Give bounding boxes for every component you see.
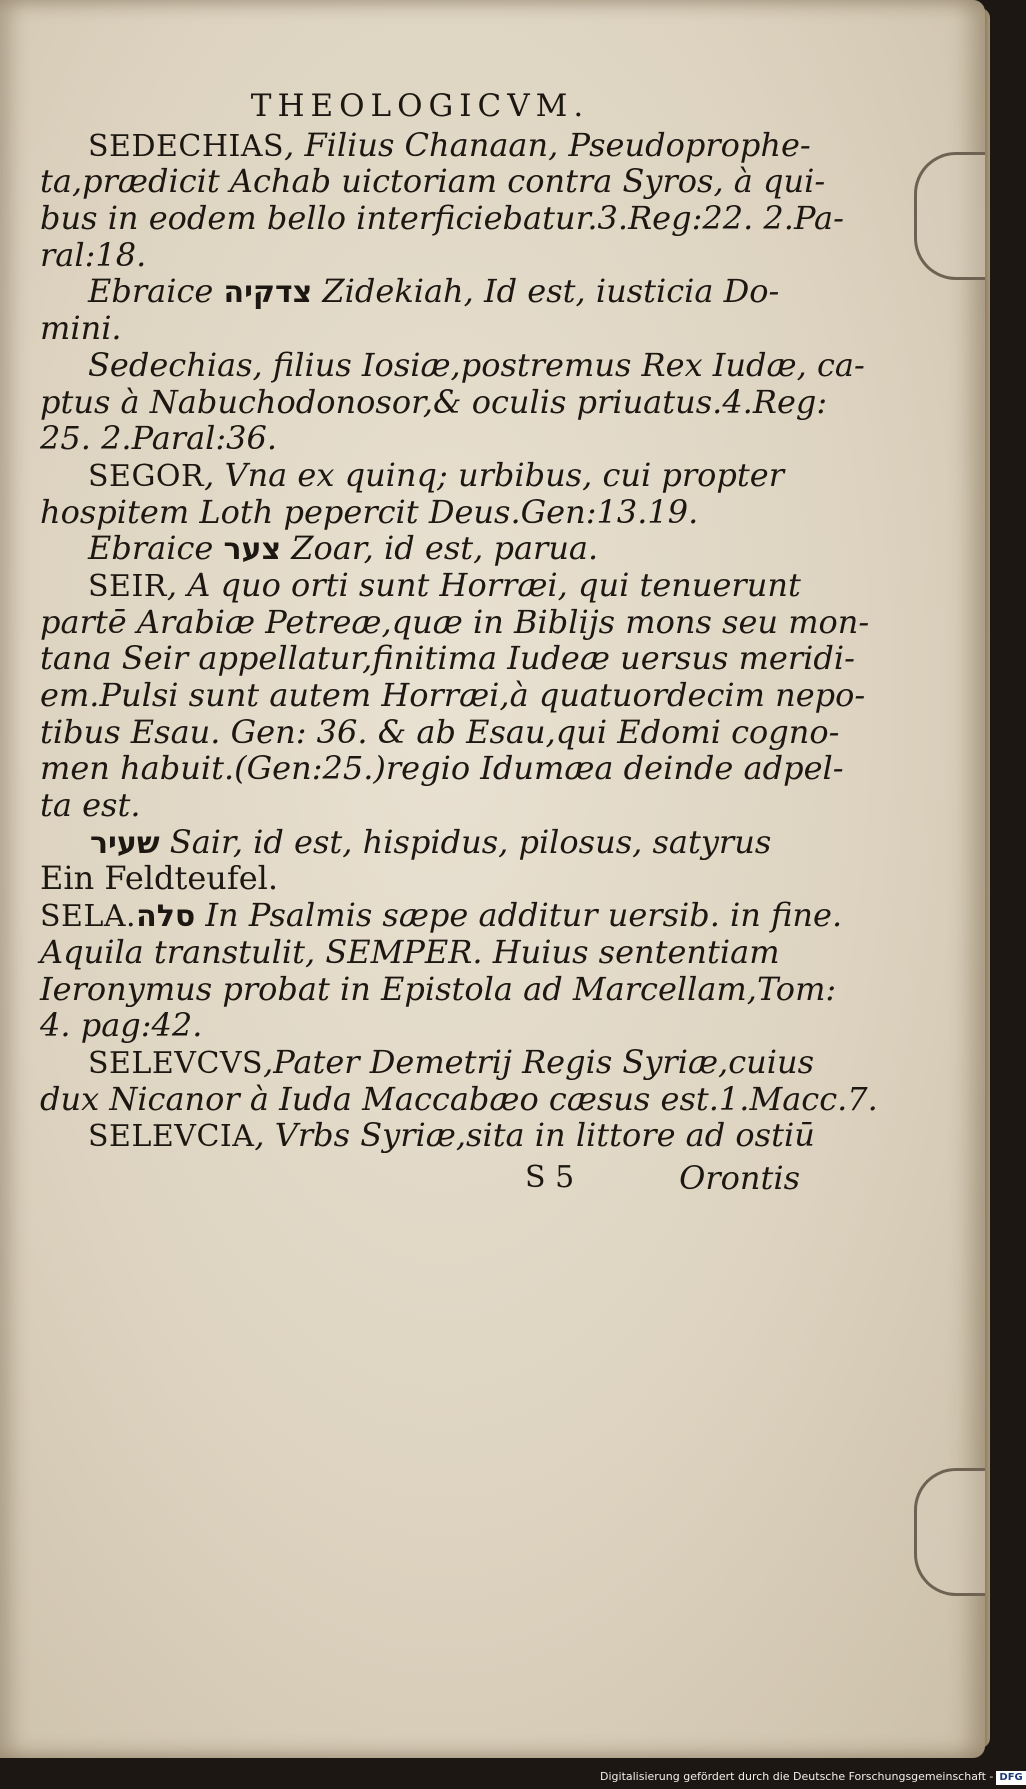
page-clip-top <box>914 152 985 280</box>
text-line: Sedechias, filius Iosiæ,postremus Rex Iudæ, ca- <box>88 345 865 384</box>
dfg-logo: DFG <box>996 1771 1025 1785</box>
headword: SELA. <box>40 899 137 935</box>
hebrew-word: צער <box>223 532 282 568</box>
text-line: ta,prædicit Achab uictoriam contra Syros, à qui- <box>40 162 826 201</box>
text-line: bus in eodem bello interficiebatur.3.Reg:22. 2.Pa- <box>40 199 844 238</box>
text-line: Ieronymus probat in Epistola ad Marcellam,Tom: <box>40 969 837 1008</box>
digitization-credit: Digitalisierung gefördert durch die Deutsche Forschungsgemeinschaft - DFG <box>600 1766 995 1788</box>
headword: SEGOR <box>88 458 205 494</box>
text-line: שעיר Sair, id est, hispidus, pilosus, satyrus <box>90 822 772 861</box>
page-clip-bottom <box>914 1468 985 1596</box>
headword: SELEVCIA <box>88 1119 255 1155</box>
catchword: Orontis <box>679 1158 800 1197</box>
text-line: Ein Feldteufel. <box>40 859 279 898</box>
text-line: tana Seir appellatur,finitima Iudeæ uersus meridi- <box>40 639 855 678</box>
hebrew-word: צדקיה <box>223 275 313 311</box>
text-line: em.Pulsi sunt autem Horræi,à quatuordecim nepo- <box>40 676 866 714</box>
hebrew-word: שעיר <box>90 825 160 861</box>
text-line: SELA.סלה In Psalmis sæpe additur uersib. in fine. <box>40 896 843 935</box>
text-line: tibus Esau. Gen: 36. & ab Esau,qui Edomi cogno- <box>40 712 840 751</box>
headword: SEIR <box>88 568 167 604</box>
text-line: ptus à Nabuchodonosor,& oculis priuatus.4.Reg: <box>40 382 828 421</box>
text-line: dux Nicanor à Iuda Maccabæo cæsus est.1.Macc.7. <box>40 1079 878 1118</box>
hebrew-word: סלה <box>136 899 196 935</box>
signature-mark: S 5 <box>525 1159 575 1195</box>
text-line: Ebraice צער Zoar, id est, parua. <box>88 529 599 568</box>
page-footer <box>40 1160 800 1200</box>
text-line: ral:18. <box>40 235 147 274</box>
text-line: SELEVCIA, Vrbs Syriæ,sita in littore ad ostiū <box>88 1116 815 1155</box>
text-line: SELEVCVS,Pater Demetrij Regis Syriæ,cuius <box>88 1042 814 1081</box>
page-text <box>40 88 878 1200</box>
headword: SELEVCVS <box>88 1045 264 1081</box>
text-line: ta est. <box>40 786 141 825</box>
text-line: 25. 2.Paral:36. <box>40 419 278 458</box>
text-line: Ebraice צדקיה Zidekiah, Id est, iusticia Do- <box>88 272 780 311</box>
running-title: THEOLOGICVM. <box>250 88 590 124</box>
text-line: men habuit.(Gen:25.)regio Idumæa deinde adpel- <box>40 749 844 788</box>
text-line: hospitem Loth pepercit Deus.Gen:13.19. <box>40 492 699 531</box>
text-line: SEGOR, Vna ex quinq; urbibus, cui propter <box>88 455 784 494</box>
text-line: partē Arabiæ Petreæ,quæ in Biblijs mons seu mon- <box>40 602 870 641</box>
text-line: 4. pag:42. <box>40 1006 203 1045</box>
text-line: mini. <box>40 309 122 348</box>
headword: SEDECHIAS <box>88 128 285 164</box>
text-line: SEIR, A quo orti sunt Horræi, qui tenuerunt <box>88 565 801 604</box>
text-line: Aquila transtulit, SEMPER. Huius sententiam <box>40 932 780 971</box>
text-line: SEDECHIAS, Filius Chanaan, Pseudoprophe- <box>88 125 811 164</box>
